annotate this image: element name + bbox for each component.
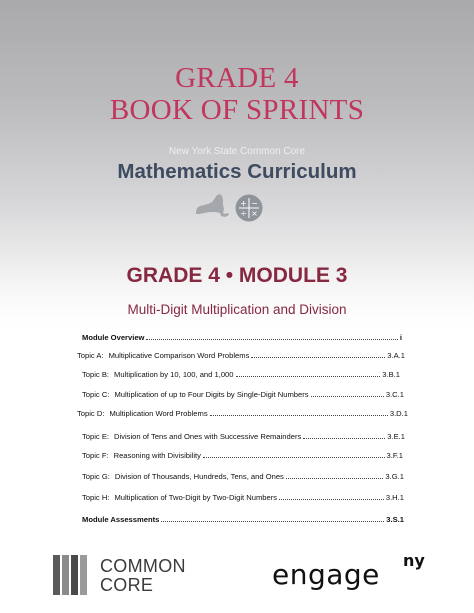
toc-prefix: Topic F: xyxy=(82,451,109,460)
toc-topic-d[interactable] xyxy=(77,406,408,418)
toc-leader-dots xyxy=(251,357,385,358)
toc-label: Reasoning with Divisibility xyxy=(113,451,201,460)
engageny-ny-superscript: ny xyxy=(403,551,425,570)
toc-leader-dots xyxy=(203,457,385,458)
engageny-wordmark: engage xyxy=(272,558,380,591)
toc-label: Multiplicative Comparison Word Problems xyxy=(108,351,250,360)
toc-topic-g[interactable] xyxy=(82,469,404,481)
toc-prefix: Topic B: xyxy=(82,370,110,379)
toc-leader-dots xyxy=(286,478,384,479)
math-operations-icon xyxy=(235,194,263,222)
toc-leader-dots xyxy=(236,376,381,377)
svg-text:+: + xyxy=(240,199,247,208)
new-york-state-icon xyxy=(190,192,230,220)
toc-page: 3.G.1 xyxy=(385,472,404,481)
toc-prefix: Topic G: xyxy=(82,472,110,481)
toc-label: Division of Thousands, Hundreds, Tens, and Ones xyxy=(114,472,284,481)
svg-text:×: × xyxy=(251,209,258,218)
toc-prefix: Topic E: xyxy=(82,432,110,441)
svg-text:÷: ÷ xyxy=(240,209,247,218)
toc-leader-dots xyxy=(303,438,385,439)
module-subtitle: Multi-Digit Multiplication and Division xyxy=(127,302,347,317)
toc-prefix: Topic D: xyxy=(77,409,105,418)
toc-prefix: Topic C: xyxy=(82,390,110,399)
toc-topic-b[interactable] xyxy=(82,367,400,379)
toc-leader-dots xyxy=(161,521,384,522)
toc-page: 3.E.1 xyxy=(387,432,405,441)
toc-topic-h[interactable] xyxy=(82,490,404,502)
toc-leader-dots xyxy=(279,499,384,500)
toc-page: 3.F.1 xyxy=(386,451,403,460)
toc-page: i xyxy=(399,333,402,342)
book-title-line-2: BOOK OF SPRINTS xyxy=(109,94,365,126)
toc-page: 3.H.1 xyxy=(385,493,404,502)
toc-label: Multiplication Word Problems xyxy=(109,409,208,418)
toc-label: Module Assessments xyxy=(82,515,160,524)
toc-page: 3.A.1 xyxy=(387,351,405,360)
toc-topic-f[interactable] xyxy=(82,448,403,460)
toc-label: Module Overview xyxy=(82,333,145,342)
toc-leader-dots xyxy=(146,339,397,340)
common-core-logo-icon xyxy=(53,555,91,595)
toc-topic-c[interactable] xyxy=(82,387,404,399)
toc-label: Multiplication of up to Four Digits by Single-Digit Numbers xyxy=(114,390,309,399)
toc-topic-a[interactable] xyxy=(77,348,405,360)
toc-prefix: Topic H: xyxy=(82,493,110,502)
module-heading: GRADE 4 • MODULE 3 xyxy=(126,264,348,287)
toc-leader-dots xyxy=(311,396,384,397)
svg-text:−: − xyxy=(251,199,258,208)
toc-leader-dots xyxy=(210,415,388,416)
toc-label: Division of Tens and Ones with Successive Remainders xyxy=(114,432,302,441)
nys-common-core-label: New York State Common Core xyxy=(168,146,306,157)
toc-page: 3.D.1 xyxy=(389,409,408,418)
toc-page: 3.B.1 xyxy=(382,370,400,379)
toc-prefix: Topic A: xyxy=(77,351,104,360)
common-core-wordmark-line-1: COMMON xyxy=(100,556,186,576)
toc-page: 3.S.1 xyxy=(386,515,404,524)
mathematics-curriculum-label: Mathematics Curriculum xyxy=(117,160,357,183)
toc-topic-e[interactable] xyxy=(82,429,405,441)
toc-label: Multiplication by 10, 100, and 1,000 xyxy=(114,370,234,379)
common-core-wordmark-line-2: CORE xyxy=(100,575,154,595)
toc-module-overview[interactable] xyxy=(82,330,402,342)
toc-page: 3.C.1 xyxy=(385,390,404,399)
book-title-line-1: GRADE 4 xyxy=(175,62,299,94)
toc-module-assessments[interactable] xyxy=(82,512,404,524)
toc-label: Multiplication of Two-Digit by Two-Digit Numbers xyxy=(114,493,278,502)
